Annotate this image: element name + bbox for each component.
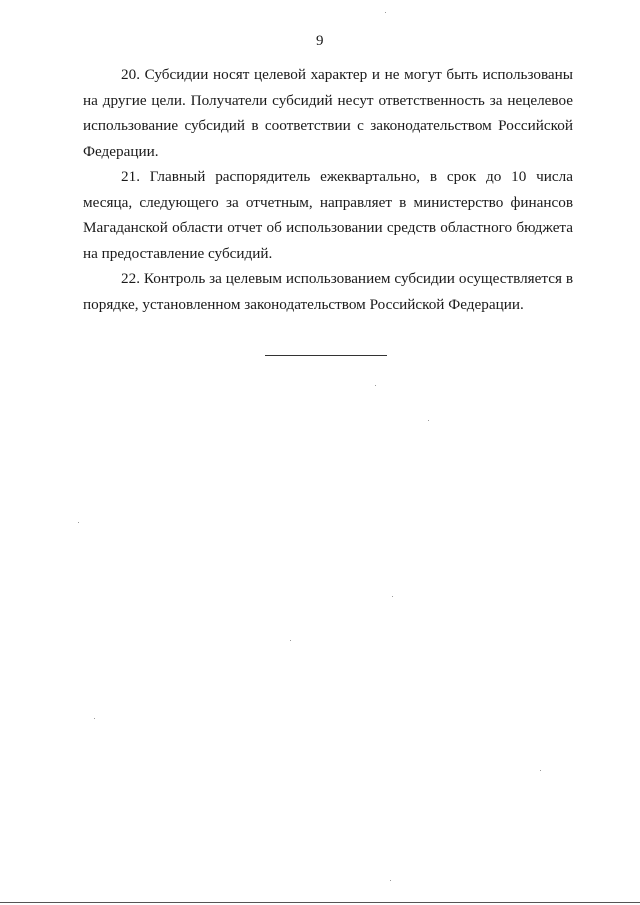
paragraph-line: порядке, установленном законодательством Российской Федерации. bbox=[83, 295, 524, 313]
paragraph-line: на предоставление субсидий. bbox=[83, 244, 273, 262]
scan-speck bbox=[390, 880, 391, 881]
end-of-text-divider bbox=[265, 355, 387, 356]
paragraph-line: месяца, следующего за отчетным, направляет в министерство финансов bbox=[83, 193, 573, 211]
paragraph-22 bbox=[83, 266, 573, 317]
paragraph-line: Магаданской области отчет об использовании средств областного бюджета bbox=[83, 219, 573, 236]
scan-speck bbox=[428, 420, 429, 421]
scan-speck bbox=[94, 718, 95, 719]
paragraph-20 bbox=[83, 62, 573, 164]
paragraph-line: использование субсидий в соответствии с законодательством Российской bbox=[83, 117, 573, 134]
page-bottom-edge bbox=[0, 902, 640, 903]
scan-speck bbox=[375, 385, 376, 386]
scan-speck bbox=[540, 770, 541, 771]
scan-speck bbox=[385, 12, 386, 13]
document-body bbox=[83, 62, 573, 317]
paragraph-line: на другие цели. Получатели субсидий несут ответственность за нецелевое bbox=[83, 91, 573, 109]
page-number: 9 bbox=[316, 33, 324, 49]
scan-speck bbox=[392, 596, 393, 597]
paragraph-line: 21. Главный распорядитель ежеквартально, в срок до 10 числа bbox=[121, 168, 573, 185]
paragraph-21 bbox=[83, 164, 573, 266]
paragraph-line: Федерации. bbox=[83, 142, 159, 160]
paragraph-line: 22. Контроль за целевым использованием субсидии осуществляется в bbox=[121, 270, 573, 287]
scan-speck bbox=[78, 522, 79, 523]
paragraph-line: 20. Субсидии носят целевой характер и не могут быть использованы bbox=[121, 66, 573, 83]
scan-speck bbox=[290, 640, 291, 641]
